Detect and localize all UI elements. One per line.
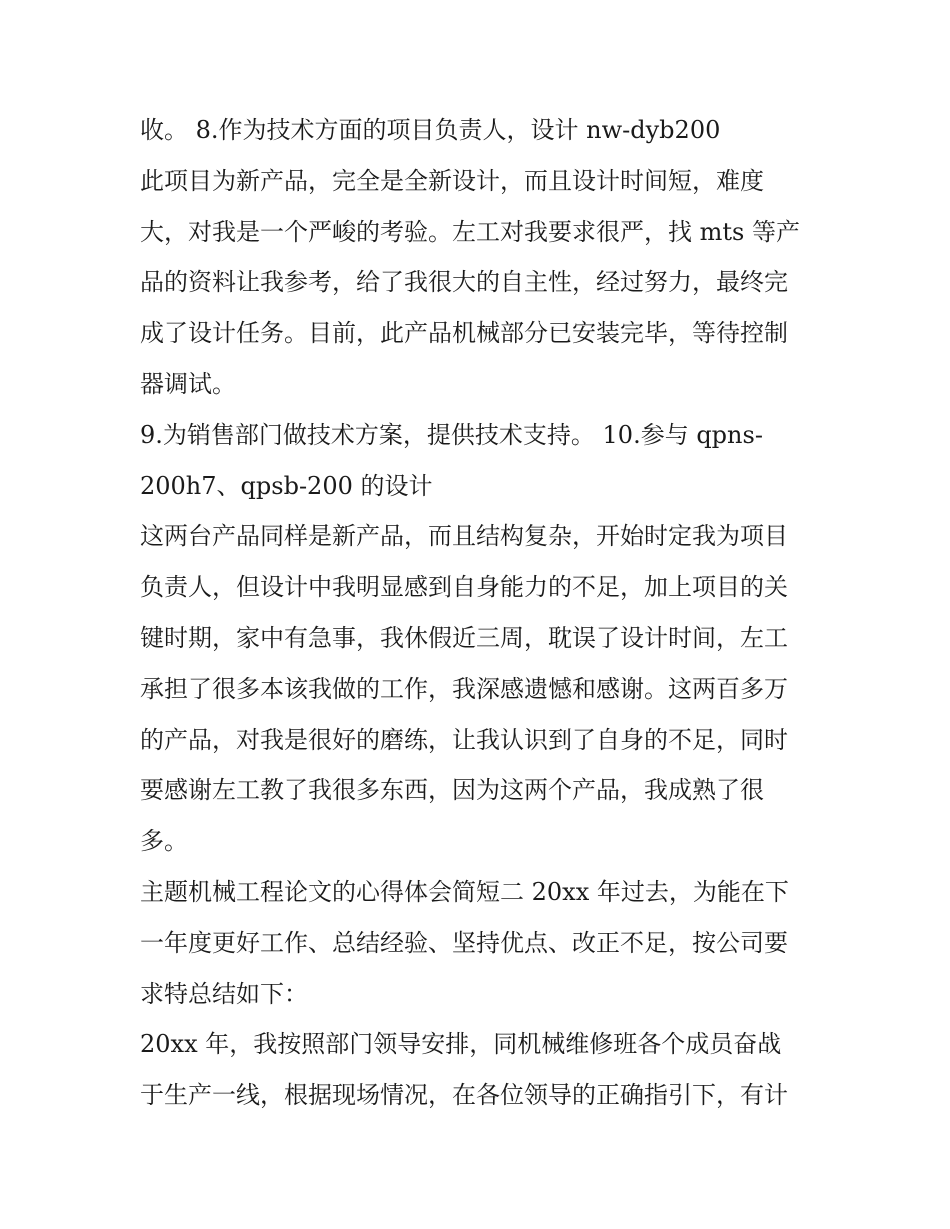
- text-line: 求特总结如下：: [140, 979, 308, 1008]
- text-line: 20xx 年，我按照部门领导安排，同机械维修班各个成员奋战: [140, 1030, 782, 1059]
- text-line: 收。 8.作为技术方面的项目负责人，设计 nw-dyb200: [140, 116, 721, 144]
- text-line: 此项目为新产品，完全是全新设计，而且设计时间短，难度: [140, 166, 764, 195]
- text-line: 的产品，对我是很好的磨练，让我认识到了自身的不足，同时: [140, 725, 788, 754]
- text-line: 大，对我是一个严峻的考验。左工对我要求很严，找 mts 等产: [140, 217, 800, 246]
- text-line: 一年度更好工作、总结经验、坚持优点、改正不足，按公司要: [140, 928, 788, 957]
- text-line: 多。: [140, 827, 188, 856]
- text-line: 品的资料让我参考，给了我很大的自主性，经过努力，最终完: [140, 268, 788, 297]
- document-body: [140, 105, 830, 1121]
- text-line: 于生产一线，根据现场情况，在各位领导的正确指引下，有计: [140, 1081, 788, 1110]
- text-line: 键时期，家中有急事，我休假近三周，耽误了设计时间，左工: [140, 623, 788, 652]
- text-line: 负责人，但设计中我明显感到自身能力的不足，加上项目的关: [140, 573, 788, 602]
- text-line: 要感谢左工教了我很多东西，因为这两个产品，我成熟了很: [140, 776, 764, 805]
- text-line: 200h7、qpsb-200 的设计: [140, 471, 433, 500]
- text-line: 成了设计任务。目前，此产品机械部分已安装完毕，等待控制: [140, 319, 788, 348]
- text-line: 主题机械工程论文的心得体会简短二 20xx 年过去，为能在下: [140, 877, 789, 906]
- text-line: 9.为销售部门做技术方案，提供技术支持。 10.参与 qpns-: [140, 420, 763, 449]
- text-line: 承担了很多本该我做的工作，我深感遗憾和感谢。这两百多万: [140, 674, 788, 703]
- text-line: 这两台产品同样是新产品，而且结构复杂，开始时定我为项目: [140, 522, 788, 551]
- text-line: 器调试。: [140, 369, 236, 398]
